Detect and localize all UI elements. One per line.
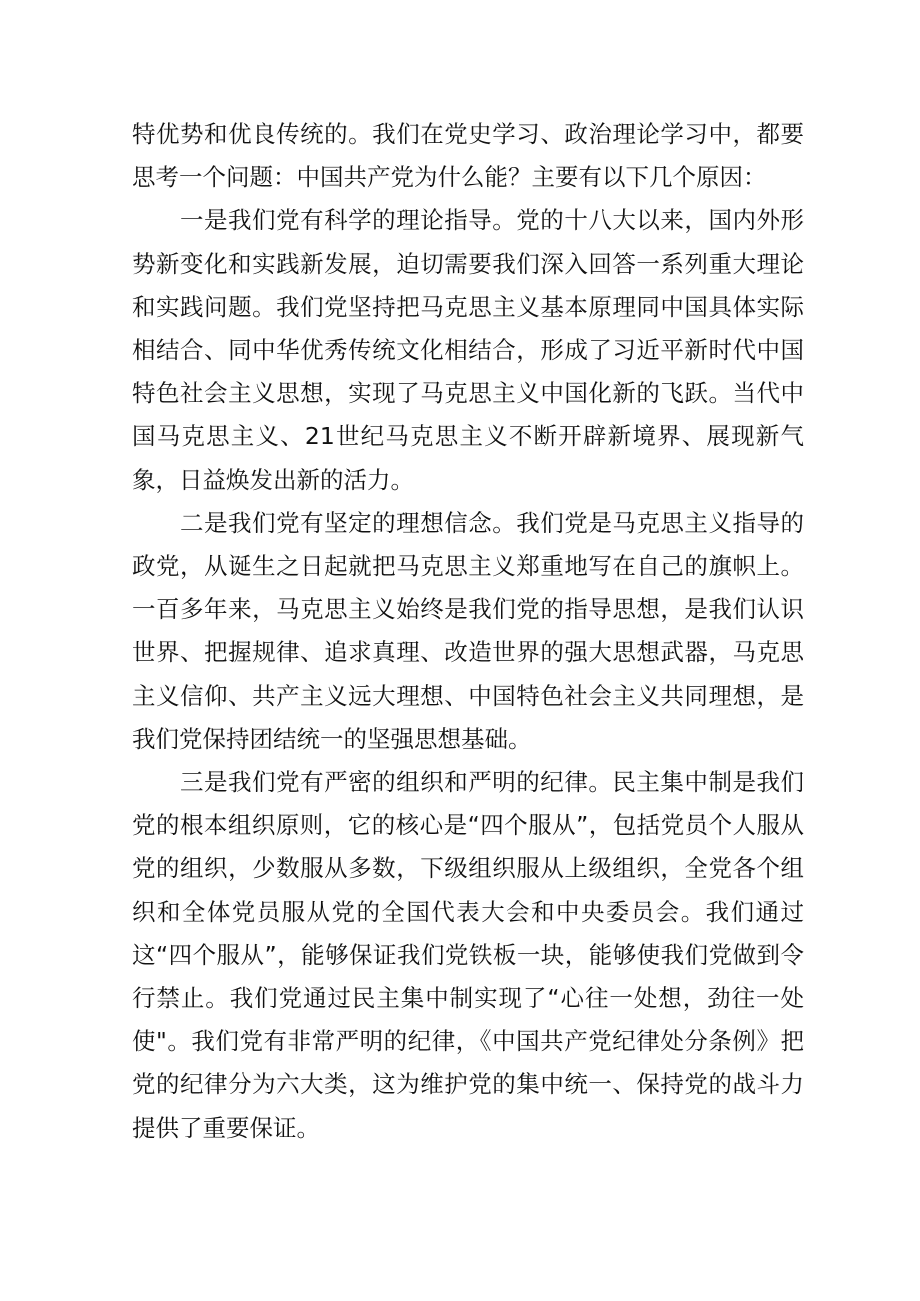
paragraph-point-one: 一是我们党有科学的理论指导。党的十八大以来，国内外形势新变化和实践新发展，迫切需要我们深入回答一系列重大理论和实践问题。我们党坚持把马克思主义基本原理同中国具体实际相结合、同中华优秀传统文化相结合，形成了习近平新时代中国特色社会主义思想，实现了马克思主义中国化新的飞跃。当代中国马克思主义、21世纪马克思主义不断开辟新境界、展现新气象，日益焕发出新的活力。 [132,206,804,494]
paragraph-point-two: 二是我们党有坚定的理想信念。我们党是马克思主义指导的政党，从诞生之日起就把马克思主义郑重地写在自己的旗帜上。一百多年来，马克思主义始终是我们党的指导思想，是我们认识世界、把握规律、追求真理、改造世界的强大思想武器，马克思主义信仰、共产主义远大理想、中国特色社会主义共同理想，是我们党保持团结统一的坚强思想基础。 [132,508,804,753]
document-page [132,113,804,1150]
paragraph-intro-continuation: 特优势和优良传统的。我们在党史学习、政治理论学习中，都要思考一个问题：中国共产党为什么能？主要有以下几个原因： [132,120,804,192]
paragraph-point-three: 三是我们党有严密的组织和严明的纪律。民主集中制是我们党的根本组织原则，它的核心是“四个服从”，包括党员个人服从党的组织，少数服从多数，下级组织服从上级组织，全党各个组织和全体党员服从党的全国代表大会和中央委员会。我们通过这“四个服从”，能够保证我们党铁板一块，能够使我们党做到令行禁止。我们党通过民主集中制实现了“心往一处想，劲往一处使"。我们党有非常严明的纪律，《中国共产党纪律处分条例》把党的纪律分为六大类，这为维护党的集中统一、保持党的战斗力提供了重要保证。 [132,768,804,1142]
